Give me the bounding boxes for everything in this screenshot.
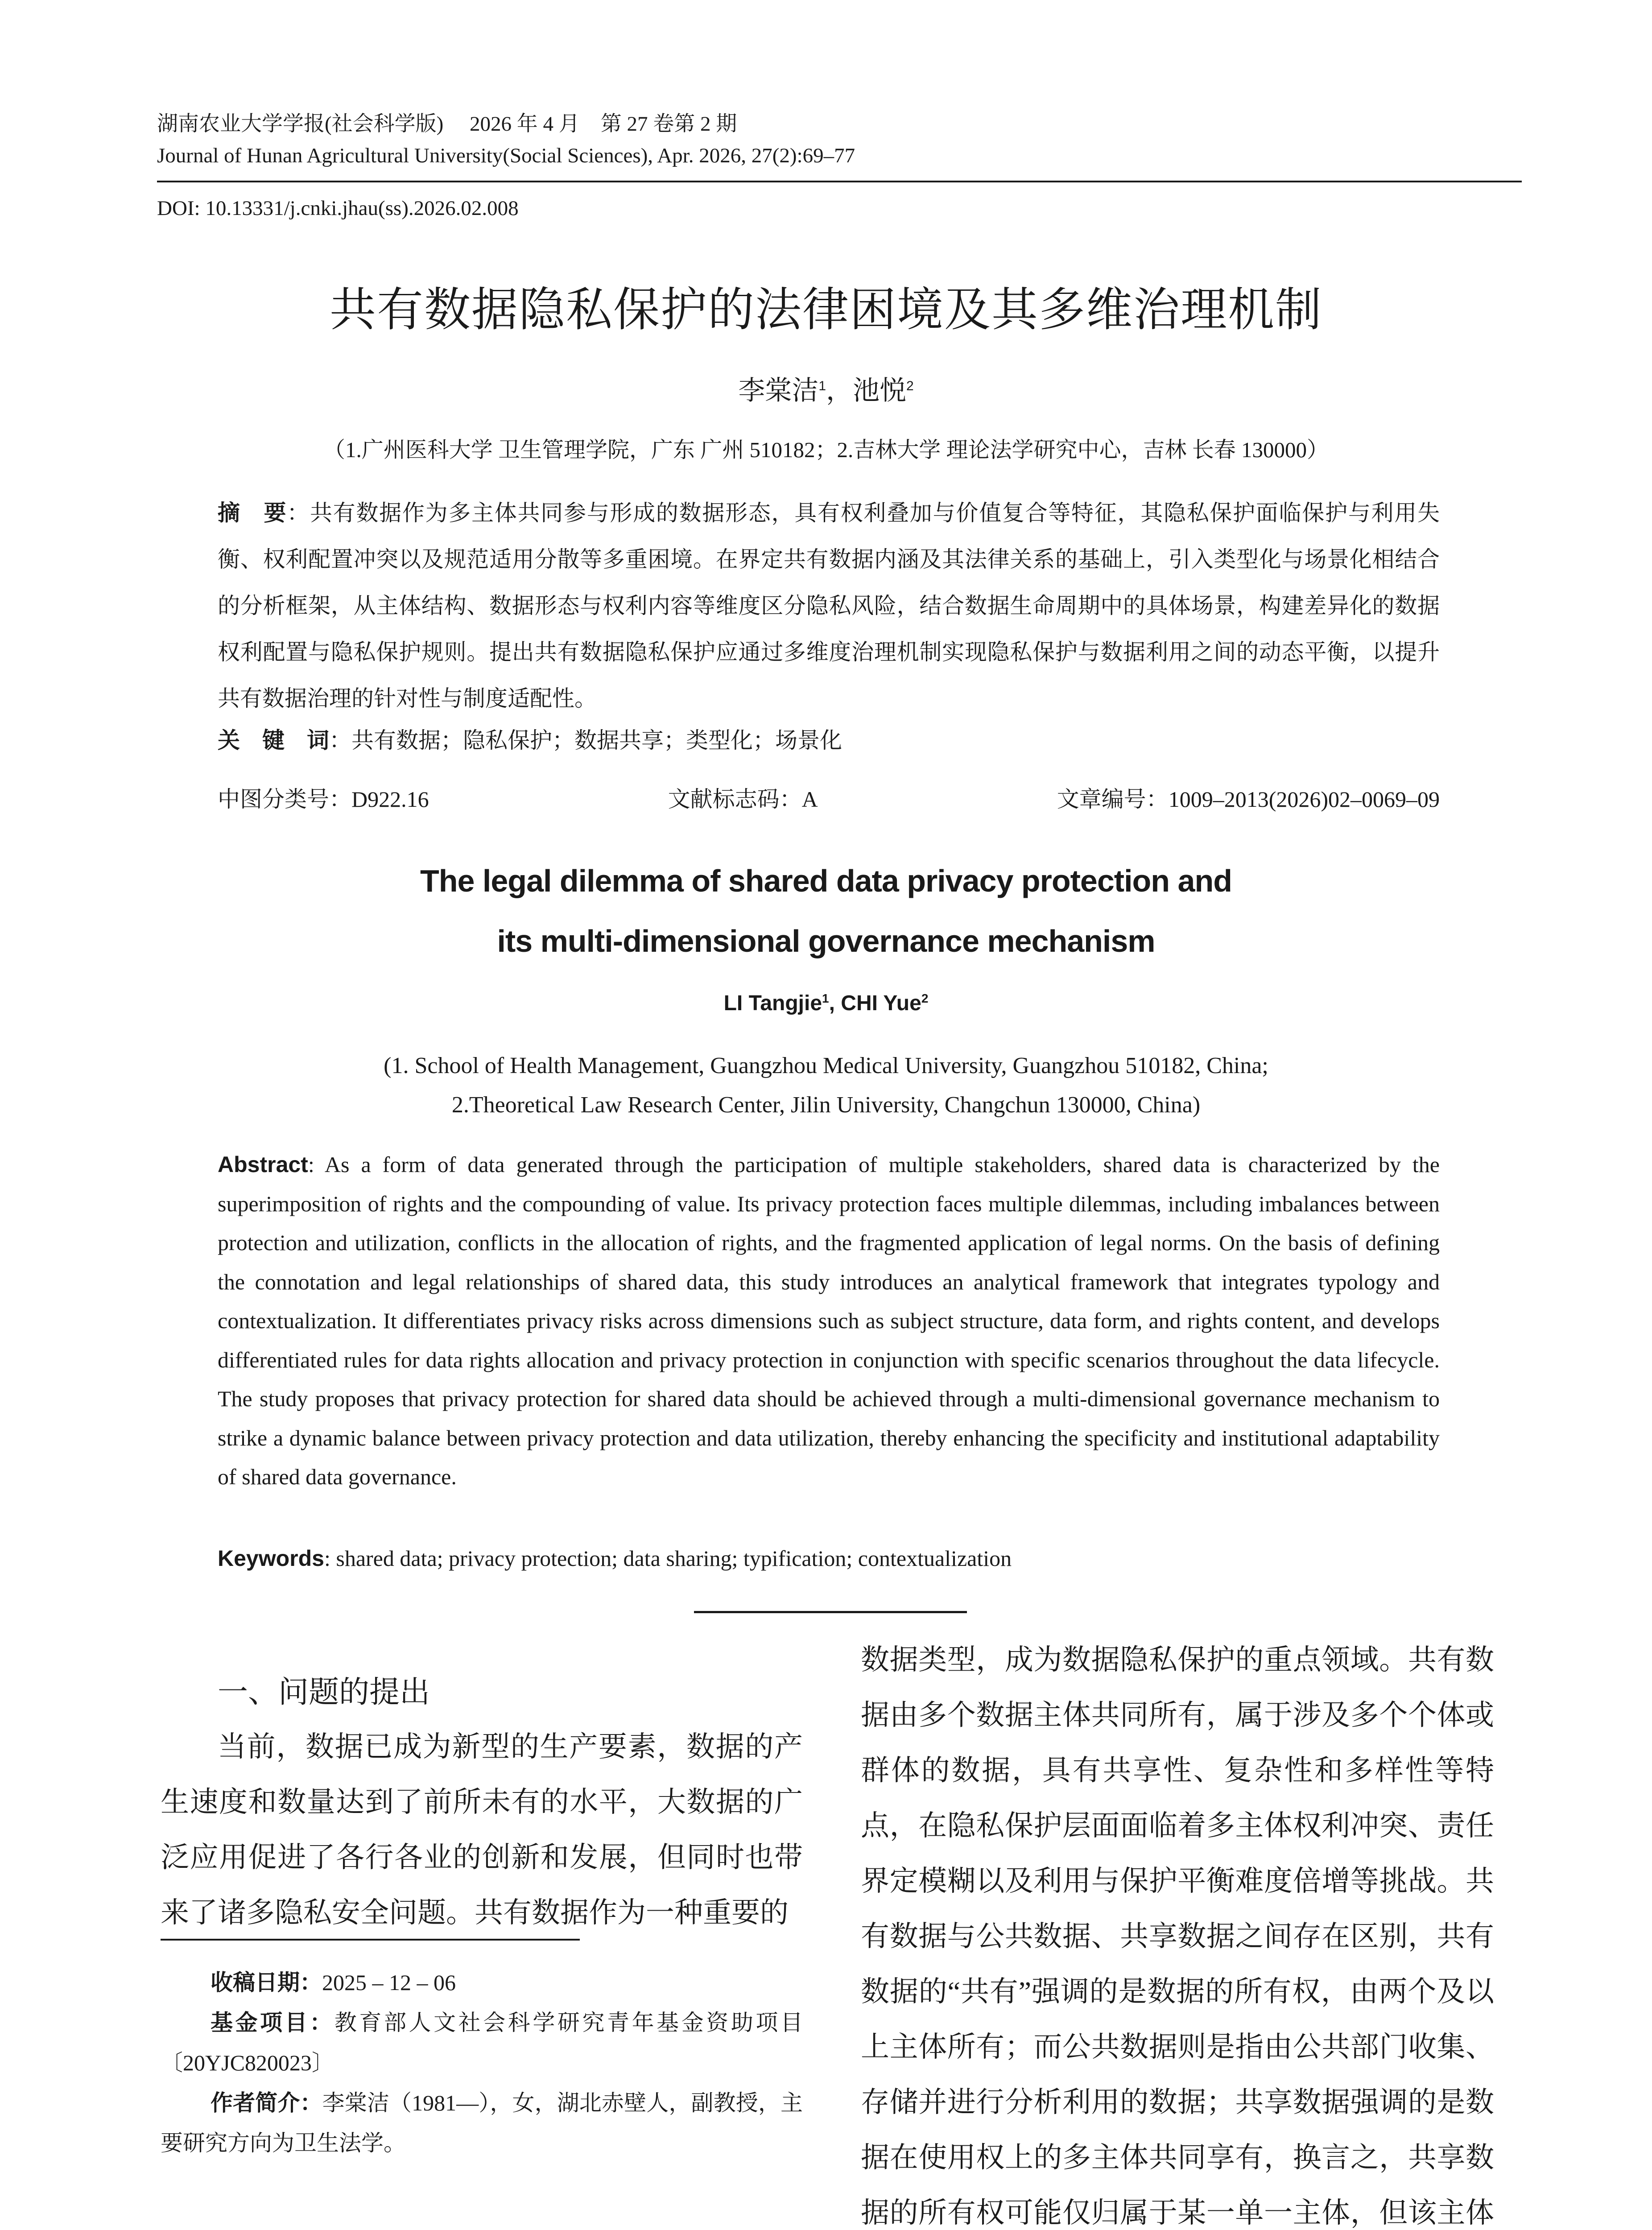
abstract-en — [218, 1145, 1440, 1497]
keywords-cn-colon: ： — [329, 728, 351, 753]
footnote-fund: 基金项目：教育部人文社会科学研究青年基金资助项目〔20YJC820023〕 — [161, 2010, 803, 2075]
abstract-cn — [218, 490, 1440, 722]
article-number: 文章编号：1009–2013(2026)02–0069–09 — [1057, 787, 1440, 812]
abstract-cn-label: 摘 要 — [218, 500, 287, 525]
page-title: 共有数据隐私保护的法律困境及其多维治理机制 — [329, 284, 1322, 336]
section-heading: 一、问题的提出 — [218, 1675, 430, 1709]
affiliation-cn: （1.广州医科大学 卫生管理学院，广东 广州 510182；2.吉林大学 理论法学研究中心，吉林 长春 130000） — [323, 438, 1329, 462]
author-en-1-name: LI Tangjie — [723, 991, 822, 1015]
journal-header-cn: 湖南农业大学学报(社会科学版) 2026 年 4 月 第 27 卷第 2 期 — [157, 112, 737, 136]
clc-number: 中图分类号：D922.16 — [218, 787, 429, 812]
keywords-en-text: : shared data; privacy protection; data sharing; typification; contextualization — [324, 1546, 1012, 1571]
keywords-en-label: Keywords — [218, 1546, 324, 1571]
author-en-1-sup: 1 — [822, 991, 829, 1005]
section-divider — [694, 1611, 967, 1613]
author-en-2-sup: 2 — [921, 991, 929, 1005]
author-1-sup: 1 — [818, 379, 826, 393]
document-code: 文献标志码：A — [668, 787, 818, 812]
authors-en — [0, 991, 1652, 1016]
body-right-column — [861, 1632, 1494, 2230]
body-left-column — [161, 1719, 803, 1941]
abstract-cn-colon: ： — [287, 500, 310, 525]
author-en-2-name: CHI Yue — [841, 991, 921, 1015]
keywords-cn-text: 共有数据；隐私保护；数据共享；类型化；场景化 — [351, 728, 842, 753]
classification-row — [218, 781, 1440, 814]
footnotes — [161, 1962, 803, 2163]
author-sep: ， — [826, 376, 853, 405]
affiliation-en-line-2: 2.Theoretical Law Research Center, Jilin University, Changchun 130000, China) — [451, 1092, 1201, 1118]
journal-header-en: Journal of Hunan Agricultural University(Social Sciences), Apr. 2026, 27(2):69–77 — [157, 144, 855, 167]
abstract-cn-text: 共有数据作为多主体共同参与形成的数据形态，具有权利叠加与价值复合等特征，其隐私保护面临保护与利用失衡、权利配置冲突以及规范适用分散等多重困境。在界定共有数据内涵及其法律关系的基础上，引入类型化与场景化相结合的分析框架，从主体结构、数据形态与权利内容等维度区分隐私风险，结合数据生命周期中的具体场景，构建差异化的数据权利配置与隐私保护规则。提出共有数据隐私保护应通过多维度治理机制实现隐私保护与数据利用之间的动态平衡，以提升共有数据治理的针对性与制度适配性。 — [218, 500, 1440, 711]
title-en-line-2: its multi-dimensional governance mechanism — [497, 924, 1155, 958]
footnote-author: 作者简介：李棠洁（1981—），女，湖北赤壁人，副教授，主要研究方向为卫生法学。 — [161, 2090, 803, 2156]
header-rule — [157, 181, 1522, 182]
author-en-sep: , — [829, 991, 841, 1015]
doi: DOI: 10.13331/j.cnki.jhau(ss).2026.02.008 — [157, 197, 519, 220]
author-2-sup: 2 — [906, 379, 914, 393]
keywords-en — [218, 1545, 1012, 1571]
affiliation-en-line-1: (1. School of Health Management, Guangzhou Medical University, Guangzhou 510182, China; — [384, 1053, 1268, 1078]
abstract-en-text: : As a form of data generated through the participation of multiple stakeholders, shared data is characterized by the superimposition of rights and the compounding of value. Its privacy protection faces multiple dilemmas, including imbalances between protection and utilization, conflicts in the allocation of rights, and the fragmented application of legal norms. On the basis of defining the connotation and legal relationships of shared data, this study introduces an analytical framework that integrates typology and contextualization. It differentiates privacy risks across dimensions such as subject structure, data form, and rights content, and develops differentiated rules for data rights allocation and privacy protection in conjunction with specific scenarios throughout the data lifecycle. The study proposes that privacy protection for shared data should be achieved through a multi-dimensional governance mechanism to strike a dynamic balance between privacy protection and data utilization, thereby enhancing the specificity and institutional adaptability of shared data governance. — [218, 1152, 1440, 1489]
footnote-received: 收稿日期：2025 – 12 – 06 — [211, 1970, 456, 1995]
title-en-line-1: The legal dilemma of shared data privacy protection and — [420, 863, 1232, 898]
keywords-cn-label: 关 键 词 — [218, 728, 329, 753]
author-1-name: 李棠洁 — [738, 376, 819, 405]
footnote-rule — [161, 1939, 580, 1941]
body-paragraph-right: 数据类型，成为数据隐私保护的重点领域。共有数据由多个数据主体共同所有，属于涉及多个个体或群体的数据，具有共享性、复杂性和多样性等特点，在隐私保护层面面临着多主体权利冲突、责任界定模糊以及利用与保护平衡难度倍增等挑战。共有数据与公共数据、共享数据之间存在区别，共有数据的“共有”强调的是数据的所有权，由两个及以上主体所有；而公共数据则是指由公共部门收集、存储并进行分析利用的数据；共享数据强调的是数据在使用权上的多主体共同享有，换言之，共享数据的所有权可能仅归属于某一单一主体，但该主体 — [861, 1644, 1494, 2229]
abstract-en-label: Abstract — [218, 1152, 308, 1177]
authors-cn — [0, 369, 1652, 408]
keywords-cn — [218, 723, 842, 755]
body-paragraph-left: 当前，数据已成为新型的生产要素，数据的产生速度和数量达到了前所未有的水平，大数据的广泛应用促进了各行各业的创新和发展，但同时也带来了诸多隐私安全问题。共有数据作为一种重要的 — [161, 1731, 803, 1929]
author-2-name: 池悦 — [853, 376, 906, 405]
